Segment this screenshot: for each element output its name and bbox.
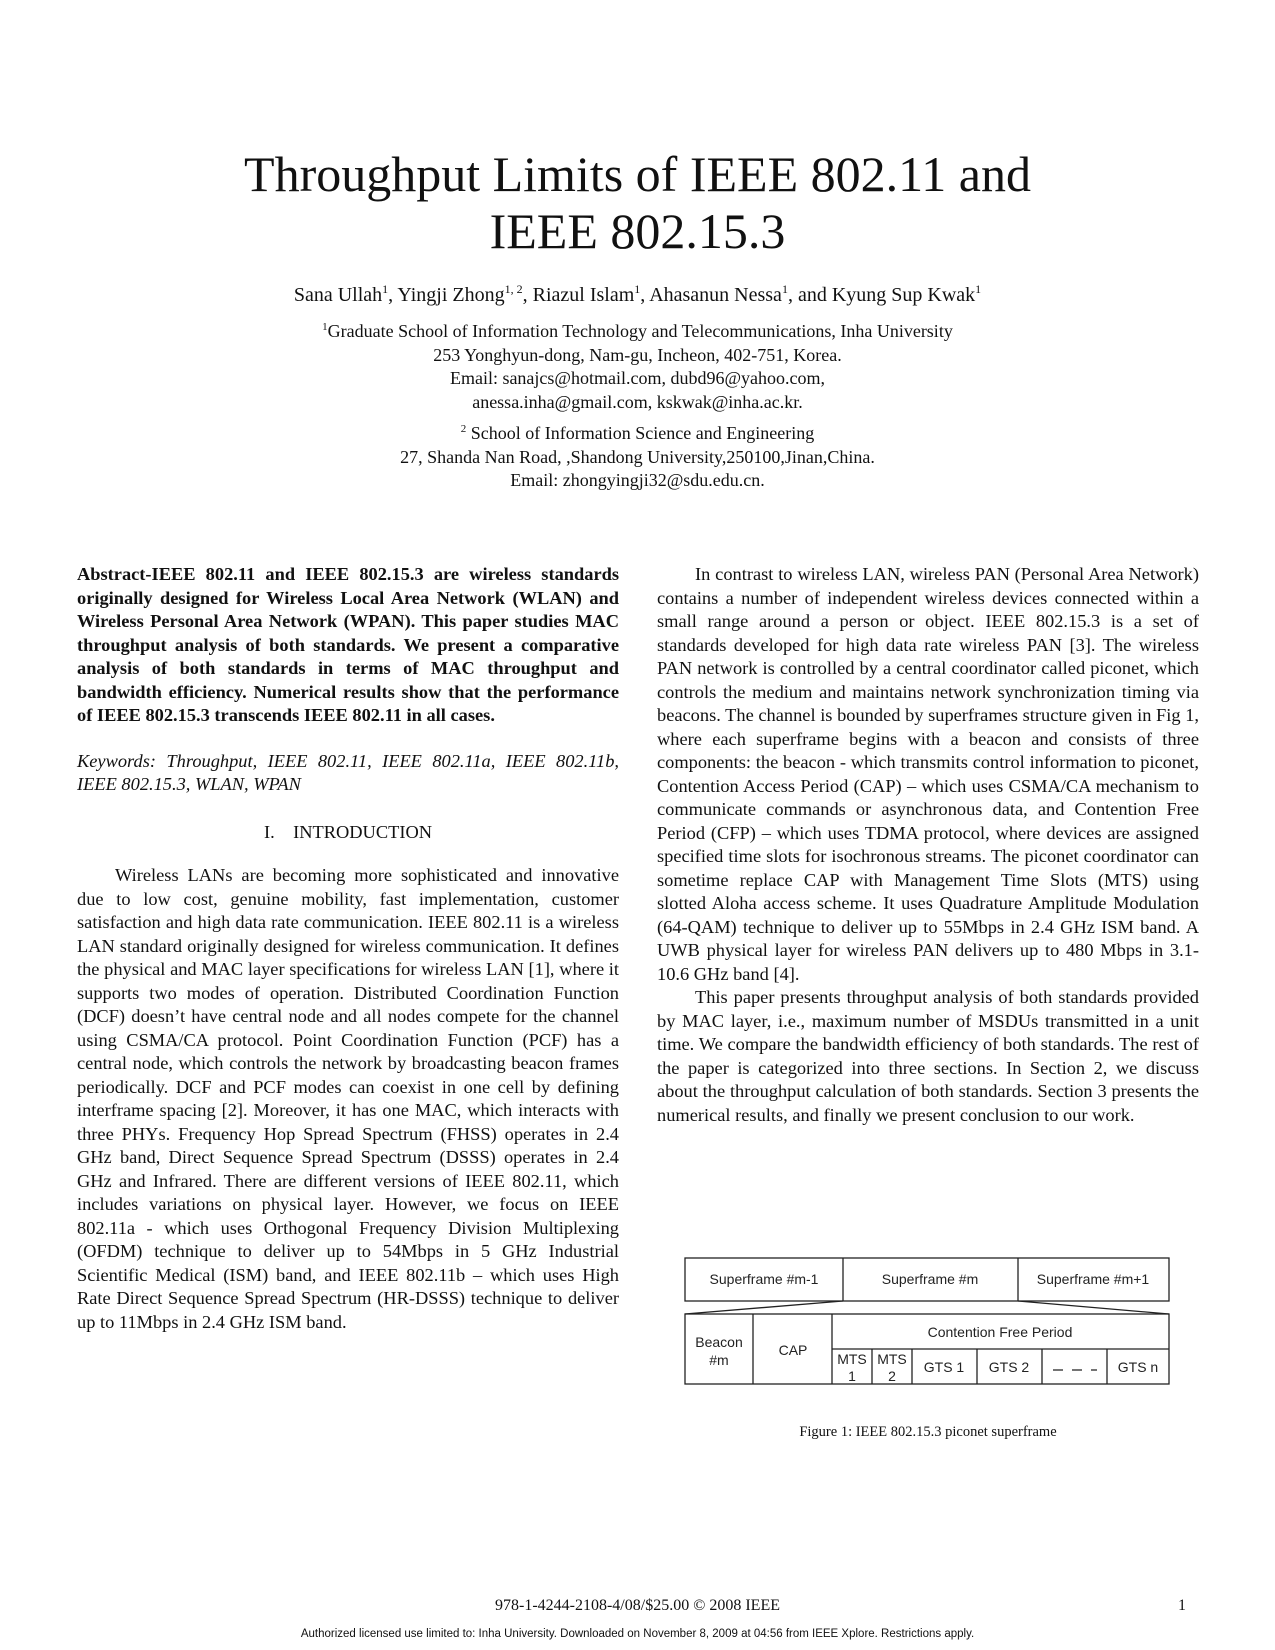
author-name: Yingji Zhong [397,284,505,306]
expand-line-right [1018,1301,1169,1314]
intro-paragraph-2: In contrast to wireless LAN, wireless PAN (Personal Area Network) contains a number of independent wireless devices connected within a small range around a person or object. IEEE 802.15.3 is a set of standards developed for high data rate wireless PAN [3]. The wireless PAN network is controlled by a central coordinator called piconet, which controls the medium and maintains network synchronization timing via beacons. The channel is bounded by superframes structure given in Fig 1, where each superframe begins with a beacon and consists of three components: the beacon - which transmits control information to piconet, Contention Access Period (CAP) – which uses CSMA/CA mechanism to communicate commands or asynchronous data, and Contention Free Period (CFP) – which uses TDMA protocol, where devices are assigned specified time slots for isochronous streams. The piconet coordinator can sometime replace CAP with Management Time Slots (MTS) using slotted Aloha access scheme. It uses Quadrature Amplitude Modulation (64-QAM) technique to deliver up to 55Mbps in 2.4 GHz ISM band. A UWB physical layer for wireless PAN delivers up to 480 Mbps in 3.1-10.6 GHz band [4]. [657,564,1199,984]
affiliation-1-line-1 [0,320,1275,344]
author-affiliation-mark: 1 [382,282,389,296]
superframe-label: Superframe #m [881,1271,979,1287]
affiliation-mark: 2 [460,423,467,435]
author-affiliation-mark: 1 [975,282,982,296]
author-separator: , [640,284,650,306]
mts-label: MTS [877,1351,907,1367]
expand-line-left [685,1301,843,1314]
affiliation-1-line-4: anessa.inha@gmail.com, kskwak@inha.ac.kr. [472,391,803,412]
keywords: Keywords: Throughput, IEEE 802.11, IEEE 802.11a, IEEE 802.11b, IEEE 802.15.3, WLAN, WPAN [77,750,619,794]
beacon-label: Beacon [695,1334,743,1350]
affiliation-mark: 1 [322,321,328,333]
title-line-1: Throughput Limits of IEEE 802.11 and [244,146,1031,202]
cfp-label: Contention Free Period [927,1324,1073,1340]
section-number: I. [263,821,275,842]
affiliation-2 [0,422,1275,493]
affiliation-2-text: School of Information Science and Engineering [466,423,815,443]
title-line-2: IEEE 802.15.3 [489,203,786,259]
gts-label: GTS n [1117,1359,1159,1375]
mts-label: MTS [837,1351,867,1367]
affiliation-2-line-2: 27, Shanda Nan Road, ,Shandong University,250100,Jinan,China. [400,446,875,467]
abstract: Abstract-IEEE 802.11 and IEEE 802.15.3 are wireless standards originally designed for Wireless Local Area Network (WLAN) and Wireless Personal Area Network (WPAN). This paper studies MAC throughput analysis of both standards. We present a comparative analysis of both standards in terms of MAC throughput and bandwidth efficiency. Numerical results show that the performance of IEEE 802.15.3 transcends IEEE 802.11 in all cases. [77,564,619,725]
affiliation-1-line-2: 253 Yonghyun-dong, Nam-gu, Incheon, 402-751, Korea. [433,344,842,365]
license-notice: Authorized licensed use limited to: Inha University. Downloaded on November 8, 2009 at 04:56 from IEEE Xplore. Restrictions apply. [300,1628,975,1640]
author-name: Sana Ullah [293,284,383,306]
right-column [657,563,1199,1127]
intro-paragraph-1: Wireless LANs are becoming more sophisticated and innovative due to low cost, genuine mobility, fast implementation, customer satisfaction and high data rate communication. IEEE 802.11 is a wireless LAN standard originally designed for wireless communication. It defines the physical and MAC layer specifications for wireless LAN [1], where it supports two modes of operation. Distributed Coordination Function (DCF) doesn’t have central node and all nodes compete for the channel using CSMA/CA protocol. Point Coordination Function (PCF) has a central node, which controls the network by broadcasting beacon frames periodically. DCF and PCF modes can coexist in one cell by defining interframe spacing [2]. Moreover, it has one MAC, which interacts with three PHYs. Frequency Hop Spread Spectrum (FHSS) operates in 2.4 GHz band, Direct Sequence Spread Spectrum (DSSS) operates in 2.4 GHz and Infrared. There are different versions of IEEE 802.11, which includes variations on physical layer. However, we focus on IEEE 802.11a - which uses Orthogonal Frequency Division Multiplexing (OFDM) technique to deliver up to 54Mbps in 5 GHz Industrial Scientific Medical (ISM) band, and IEEE 802.11b – which uses High Rate Direct Sequence Spread Spectrum (HR-DSSS) technique to deliver up to 11Mbps in 2.4 GHz ISM band. [77,865,619,1332]
affiliation-1-line-3: Email: sanajcs@hotmail.com, dubd96@yahoo.com, [449,368,826,388]
author-name: Riazul Islam [532,284,635,306]
author-name: Kyung Sup Kwak [831,284,976,306]
section-heading [77,821,619,845]
author-separator: , and [787,284,832,306]
superframe-label: Superframe #m+1 [1036,1271,1150,1287]
paper-title [0,146,1275,260]
author-affiliation-mark: 1, 2 [504,282,523,296]
affiliation-2-line-3: Email: zhongyingji32@sdu.edu.cn. [510,470,765,490]
author-separator: , [388,284,398,306]
author-name: Ahasanun Nessa [649,284,782,306]
author-affiliation-mark: 1 [781,282,788,296]
copyright-footer: 978-1-4244-2108-4/08/$25.00 © 2008 IEEE [494,1597,780,1614]
left-column [77,563,619,1334]
figure-caption: Figure 1: IEEE 802.15.3 piconet superframe [799,1424,1057,1440]
gts-label: GTS 2 [988,1359,1030,1375]
superframe-label: Superframe #m-1 [709,1271,819,1287]
page-number: 1 [1178,1597,1186,1614]
affiliation-1 [0,320,1275,414]
mts-label: 1 [848,1368,856,1384]
mts-label: 2 [888,1368,896,1384]
section-title: INTRODUCTION [293,821,433,842]
figure-1-superframe-diagram [683,1256,1173,1391]
author-separator: , [522,284,533,306]
beacon-label: #m [709,1352,729,1368]
superframe-diagram-svg [683,1256,1173,1391]
cap-label: CAP [778,1342,808,1358]
intro-paragraph-3: This paper presents throughput analysis of both standards provided by MAC layer, i.e., maximum number of MSDUs transmitted in a unit time. We compare the bandwidth efficiency of both standards. The rest of the paper is categorized into three sections. In Section 2, we discuss about the throughput calculation of both standards. Section 3 presents the numerical results, and finally we present conclusion to our work. [657,987,1199,1125]
author-list [0,283,1275,307]
gts-label: GTS 1 [923,1359,965,1375]
affiliation-1-text: Graduate School of Information Technology and Telecommunications, Inha University [327,321,953,341]
affiliation-2-line-1 [0,422,1275,446]
author-affiliation-mark: 1 [634,282,641,296]
